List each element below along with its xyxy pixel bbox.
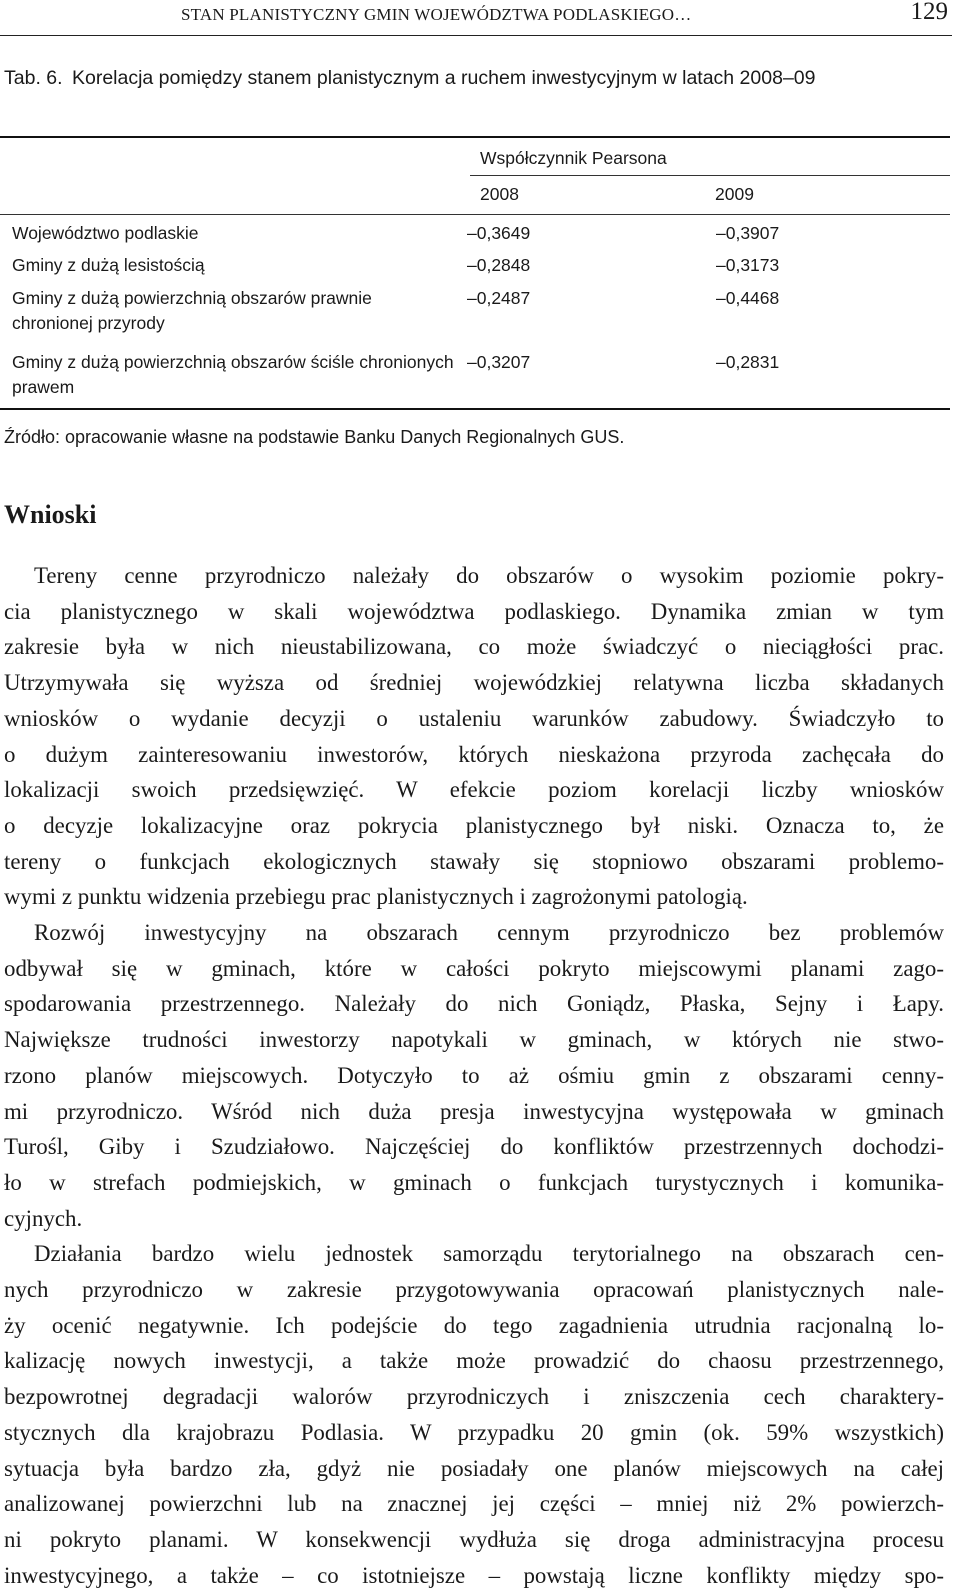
cell-2008: –0,3207 (467, 352, 531, 372)
section-heading: Wnioski (4, 500, 97, 529)
cell-2009: –0,3907 (716, 223, 780, 243)
table-source-note: Źródło: opracowanie własne na podstawie Banku Danych Regionalnych GUS. (4, 427, 625, 447)
cell-2009: –0,2831 (716, 352, 780, 372)
text-line: Działania bardzo wielu jednostek samorządu terytorialnego na obszarach cen- (34, 1241, 944, 1267)
text-line: Turośl, Giby i Szudziałowo. Najczęściej do konfliktów przestrzennych dochodzi- (4, 1134, 944, 1160)
page-number: 129 (910, 0, 948, 25)
cell-2009: –0,4468 (716, 288, 780, 308)
text-line: spodarowania przestrzennego. Należały do nich Goniądz, Płaska, Sejny i Łapy. (4, 991, 944, 1017)
text-line: sytuacja była bardzo zła, gdyż nie posiadały one planów miejscowych na całej (4, 1455, 944, 1481)
cell-2008: –0,2848 (467, 255, 531, 275)
cell-2009: –0,3173 (716, 255, 780, 275)
cell-2008: –0,2487 (467, 288, 531, 308)
paragraph-3 (4, 1236, 944, 1593)
text-line: cia planistycznego w skali województwa podlaskiego. Dynamika zmian w tym (4, 598, 944, 624)
table-group-header-row (0, 138, 950, 176)
correlation-table (0, 136, 950, 410)
column-group-header: Współczynnik Pearsona (480, 148, 667, 168)
text-line: ni pokryto planami. W konsekwencji wydłuża się droga administracyjna procesu (4, 1526, 944, 1552)
paragraph-2 (4, 915, 944, 1236)
text-line: Rozwój inwestycyjny na obszarach cennym przyrodniczo bez problemów (34, 920, 944, 946)
text-line: nych przyrodniczo w zakresie przygotowywania opracowań planistycznych nale- (4, 1277, 944, 1303)
table-bottom-rule (0, 408, 950, 410)
row-label: Gminy z dużą powierzchnią obszarów prawnie chronionej przyrody (12, 288, 372, 333)
text-line: zakresie była w nich nieustabilizowana, co może świadczyć o nieciągłości prac. (4, 634, 944, 660)
text-line: cyjnych. (4, 1205, 83, 1231)
body-text (4, 558, 944, 1593)
row-label: Gminy z dużą lesistością (12, 255, 205, 275)
text-line: analizowanej powierzchni lub na znacznej jej części – mniej niż 2% powierzch- (4, 1491, 944, 1517)
text-line: stycznych dla krajobrazu Podlasia. W przypadku 20 gmin (ok. 59% wszystkich) (4, 1419, 944, 1445)
text-line: Utrzymywała się wyższa od średniej wojewódzkiej relatywna liczba składanych (4, 670, 944, 696)
text-line: mi przyrodniczo. Wśród nich duża presja inwestycyjna występowała w gminach (4, 1098, 944, 1124)
text-line: Największe trudności inwestorzy napotykali w gminach, w których nie stwo- (4, 1027, 944, 1053)
text-line: wymi z punktu widzenia przebiegu prac planistycznych i zagrożonymi patologią. (4, 884, 748, 910)
table-year-header-row (0, 176, 950, 214)
table-caption-text: Korelacja pomiędzy stanem planistycznym a ruchem inwestycyjnym w latach 2008–09 (71, 67, 816, 89)
running-header (0, 0, 960, 40)
paragraph-1 (4, 558, 944, 915)
text-line: inwestycyjnego, a także – co istotniejsze – powstają liczne konflikty między spo- (4, 1562, 944, 1588)
cell-2008: –0,3649 (467, 223, 531, 243)
table-caption (4, 64, 944, 93)
text-line: lokalizacji swoich przedsięwzięć. W efekcie poziom korelacji liczby wniosków (4, 777, 944, 803)
table-row (0, 288, 950, 355)
table-caption-label: Tab. 6. (4, 67, 63, 89)
table-row (0, 215, 950, 253)
text-line: ży ocenić negatywnie. Ich podejście do tego zagadnienia utrudnia racjonalną lo- (4, 1312, 944, 1338)
column-header-2008: 2008 (480, 184, 519, 204)
column-header-2009: 2009 (715, 184, 754, 204)
text-line: o dużym zainteresowaniu inwestorów, których nieskażona przyroda zachęcała do (4, 741, 944, 767)
row-label: Województwo podlaskie (12, 223, 199, 243)
text-line: bezpowrotnej degradacji walorów przyrodniczych i zniszczenia cech charaktery- (4, 1384, 944, 1410)
row-label: Gminy z dużą powierzchnią obszarów ściśle chronionych prawem (12, 352, 454, 397)
text-line: wniosków o wydanie decyzji o ustaleniu warunków zabudowy. Świadczyło to (4, 705, 944, 731)
text-line: tereny o funkcjach ekologicznych stawały się stopniowo obszarami problemo- (4, 848, 944, 874)
text-line: Tereny cenne przyrodniczo należały do obszarów o wysokim poziomie pokry- (34, 563, 944, 588)
running-title: STAN PLANISTYCZNY GMIN WOJEWÓDZTWA PODLASKIEGO… (181, 5, 692, 24)
header-rule (0, 35, 952, 36)
text-line: kalizację nowych inwestycji, a także może prowadzić do chaosu przestrzennego, (4, 1348, 944, 1374)
text-line: ło w strefach podmiejskich, w gminach o funkcjach turystycznych i komunika- (4, 1169, 944, 1195)
text-line: rzono planów miejscowych. Dotyczyło to aż ośmiu gmin z obszarami cenny- (4, 1062, 944, 1088)
text-line: o decyzje lokalizacyjne oraz pokrycia planistycznego był niski. Oznacza to, że (4, 812, 944, 838)
table-row (0, 352, 950, 408)
text-line: odbywał się w gminach, które w całości pokryto miejscowymi planami zago- (4, 955, 944, 981)
